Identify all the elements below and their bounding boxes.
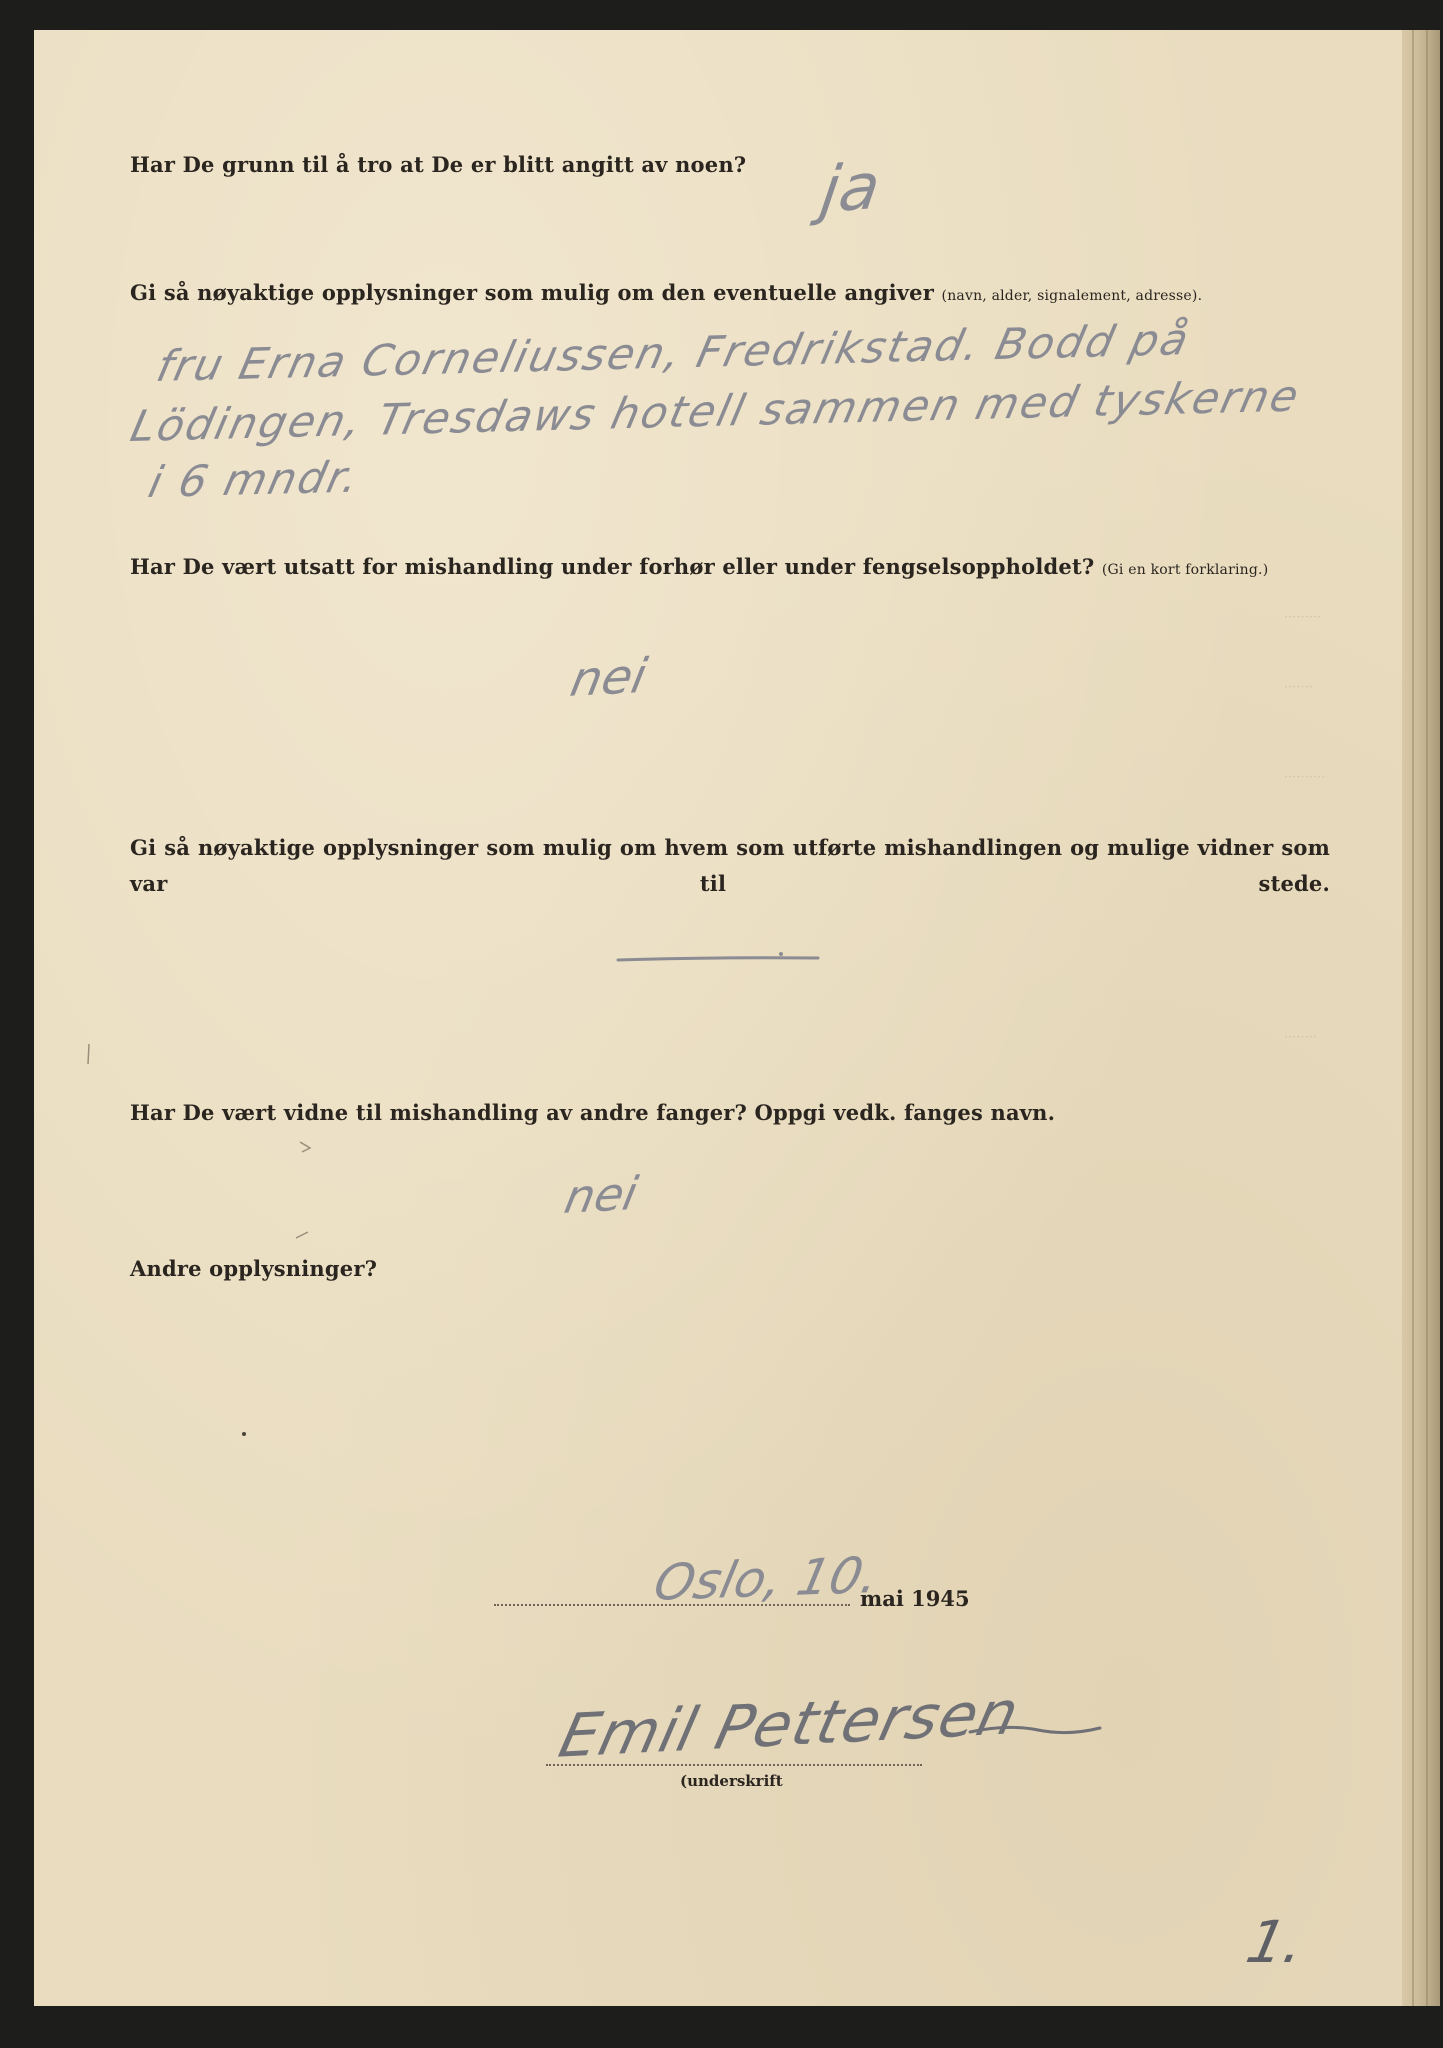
answer-informer-line-1: fru Erna Corneliussen, Fredrikstad. Bodd på: [152, 315, 1195, 392]
answer-denounced: ja: [816, 150, 885, 228]
date-printed: mai 1945: [860, 1586, 970, 1611]
bleed-through-mark: ········: [1284, 1030, 1318, 1045]
place-date-handwritten: Oslo, 10.: [648, 1546, 885, 1612]
question-other-info: Andre opplysninger?: [130, 1256, 378, 1281]
bleed-through-mark: ·······: [1284, 680, 1313, 695]
question-mistreatment-note: (Gi en kort forklaring.): [1101, 562, 1269, 578]
stray-mark: [294, 1228, 314, 1248]
page-number: 1.: [1240, 1908, 1311, 1976]
bleed-through-mark: ·········: [1284, 610, 1322, 625]
bleed-through-mark: ··········: [1284, 770, 1326, 785]
question-mistreatment-text: Har De vært utsatt for mishandling under forhør eller under fengselsoppholdet?: [130, 554, 1095, 579]
stray-mark: [240, 1430, 248, 1438]
paper-edge: [1402, 30, 1440, 2006]
answer-informer-line-3: i 6 mndr.: [144, 452, 365, 508]
question-informer-details: [130, 280, 1202, 305]
form-page: [34, 30, 1402, 2006]
question-witness-mistreatment: Har De vært vidne til mishandling av andre fanger? Oppgi vedk. fanges navn.: [130, 1100, 1056, 1125]
signature-caption: (underskrift: [680, 1772, 783, 1790]
answer-perpetrators-dash: [614, 950, 834, 970]
question-perpetrators-witnesses: Gi så nøyaktige opplysninger som mulig om hvem som utførte mishandlingen og mulige vidner som var til stede.: [130, 835, 1330, 896]
signature: Emil Pettersen: [552, 1678, 1026, 1772]
answer-mistreatment: nei: [566, 648, 652, 708]
question-informer-text: Gi så nøyaktige opplysninger som mulig om den eventuelle angiver: [130, 280, 935, 305]
stray-mark: [296, 1138, 316, 1158]
question-mistreatment: [130, 554, 1268, 579]
answer-witness-mistreatment: nei: [560, 1166, 642, 1224]
answer-informer-line-2: Lödingen, Tresdaws hotell sammen med tyskerne: [126, 371, 1305, 452]
stray-mark: [84, 1042, 94, 1072]
question-informer-note: (navn, alder, signalement, adresse).: [941, 288, 1203, 304]
signature-tail-stroke: [968, 1720, 1108, 1740]
question-denounced: Har De grunn til å tro at De er blitt angitt av noen?: [130, 152, 747, 177]
